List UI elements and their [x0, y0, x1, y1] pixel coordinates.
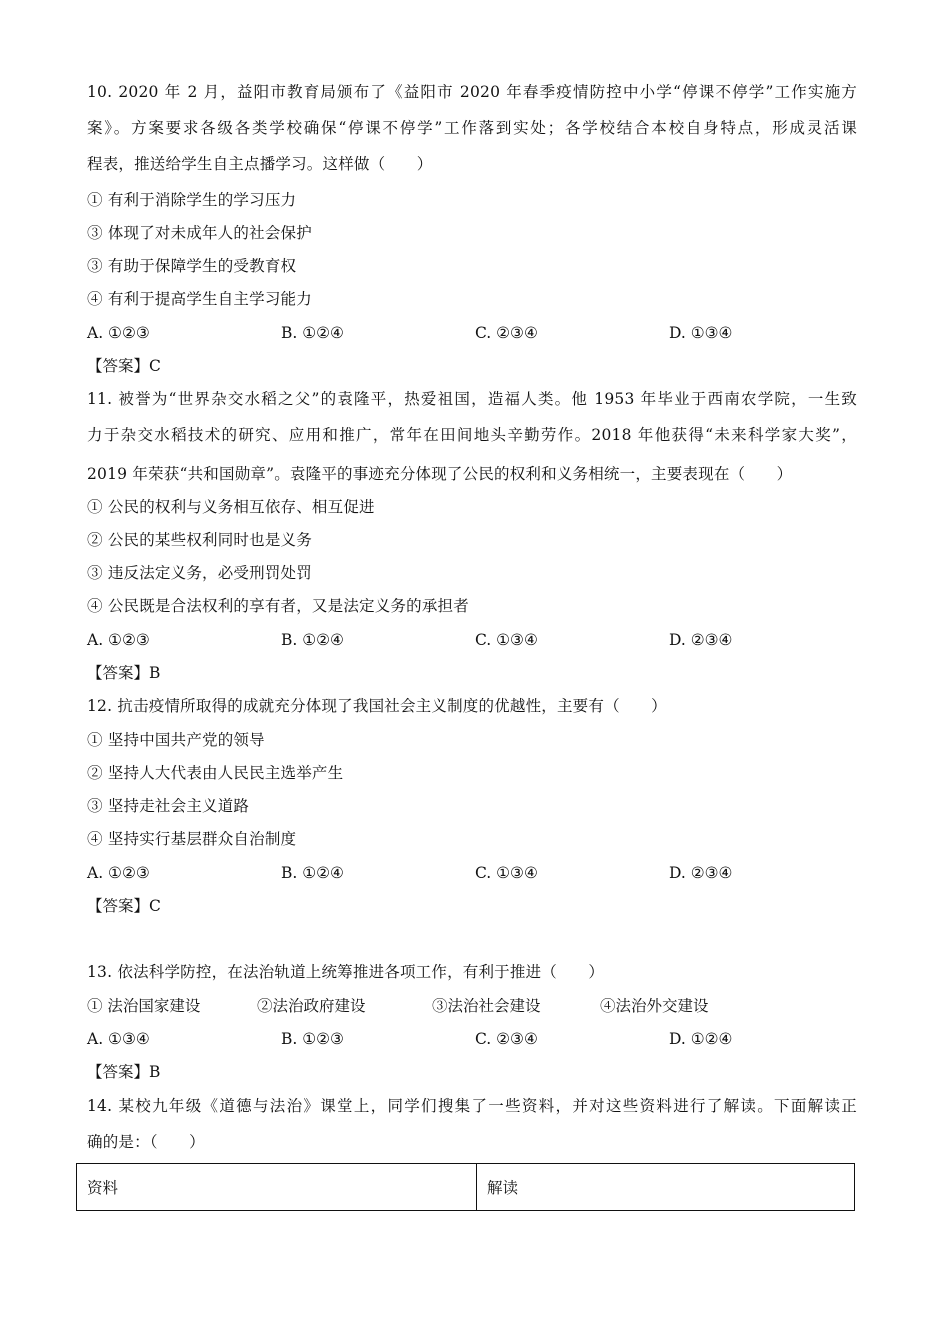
q10-option-d: D. ①③④ — [669, 324, 733, 342]
table-header-material: 资料 — [77, 1164, 477, 1211]
q11-option-a: A. ①②③ — [87, 631, 150, 649]
q11-stem-line-1: 11. 被誉为“世界杂交水稻之父”的袁隆平，热爱祖国，造福人类。他 1953 年毕业于西南农学院，一生致 — [87, 390, 857, 408]
q10-option-b: B. ①②④ — [281, 324, 344, 342]
q10-item-4: ④ 有利于提高学生自主学习能力 — [87, 290, 312, 308]
q12-answer: 【答案】C — [87, 897, 161, 915]
q11-item-4: ④ 公民既是合法权利的享有者，又是法定义务的承担者 — [87, 597, 469, 615]
q11-option-b: B. ①②④ — [281, 631, 344, 649]
q11-answer: 【答案】B — [87, 664, 161, 682]
q13-stem-line-1: 13. 依法科学防控，在法治轨道上统筹推进各项工作，有利于推进（ ） — [87, 963, 605, 981]
table-header-row — [77, 1164, 855, 1211]
q10-item-1: ① 有利于消除学生的学习压力 — [87, 191, 297, 209]
q12-option-b: B. ①②④ — [281, 864, 344, 882]
q13-answer: 【答案】B — [87, 1063, 161, 1081]
q14-material-table — [76, 1163, 855, 1211]
q11-stem-line-2: 力于杂交水稻技术的研究、应用和推广，常年在田间地头辛勤劳作。2018 年他获得“未来科学家大奖”， — [87, 426, 857, 444]
q12-option-a: A. ①②③ — [87, 864, 150, 882]
q12-option-d: D. ②③④ — [669, 864, 733, 882]
q11-option-d: D. ②③④ — [669, 631, 733, 649]
q12-item-3: ③ 坚持走社会主义道路 — [87, 797, 250, 815]
q12-item-1: ① 坚持中国共产党的领导 — [87, 731, 265, 749]
q13-option-d: D. ①②④ — [669, 1030, 733, 1048]
q12-option-c: C. ①③④ — [475, 864, 538, 882]
q11-item-2: ② 公民的某些权利同时也是义务 — [87, 531, 312, 549]
q10-item-3: ③ 有助于保障学生的受教育权 — [87, 257, 297, 275]
q10-stem-line-1: 10. 2020 年 2 月，益阳市教育局颁布了《益阳市 2020 年春季疫情防控中小学“停课不停学”工作实施方 — [87, 83, 857, 101]
q14-stem-line-2: 确的是：（ ） — [87, 1133, 205, 1151]
q11-item-1: ① 公民的权利与义务相互依存、相互促进 — [87, 498, 375, 516]
q13-option-a: A. ①③④ — [87, 1030, 150, 1048]
q12-item-4: ④ 坚持实行基层群众自治制度 — [87, 830, 297, 848]
q11-item-3: ③ 违反法定义务，必受刑罚处罚 — [87, 564, 312, 582]
q11-option-c: C. ①③④ — [475, 631, 538, 649]
q10-option-a: A. ①②③ — [87, 324, 150, 342]
q13-option-c: C. ②③④ — [475, 1030, 538, 1048]
q10-answer: 【答案】C — [87, 357, 161, 375]
q13-item-3: ③法治社会建设 — [432, 997, 541, 1015]
q14-stem-line-1: 14. 某校九年级《道德与法治》课堂上，同学们搜集了一些资料，并对这些资料进行了解读。下面解读正 — [87, 1097, 857, 1115]
q12-stem-line-1: 12. 抗击疫情所取得的成就充分体现了我国社会主义制度的优越性，主要有（ ） — [87, 697, 667, 715]
q13-item-2: ②法治政府建设 — [257, 997, 366, 1015]
q13-item-1: ① 法治国家建设 — [87, 997, 201, 1015]
table-header-interpretation: 解读 — [477, 1164, 855, 1211]
q10-stem-line-3: 程表，推送给学生自主点播学习。这样做（ ） — [87, 155, 433, 173]
q11-stem-line-3: 2019 年荣获“共和国勋章”。袁隆平的事迹充分体现了公民的权利和义务相统一，主要表现在（ ） — [87, 465, 793, 483]
q10-item-2: ③ 体现了对未成年人的社会保护 — [87, 224, 312, 242]
q12-item-2: ② 坚持人大代表由人民民主选举产生 — [87, 764, 344, 782]
q10-option-c: C. ②③④ — [475, 324, 538, 342]
q10-stem-line-2: 案》。方案要求各级各类学校确保“停课不停学”工作落到实处；各学校结合本校自身特点，形成灵活课 — [87, 119, 857, 137]
q13-item-4: ④法治外交建设 — [600, 997, 709, 1015]
q13-option-b: B. ①②③ — [281, 1030, 344, 1048]
